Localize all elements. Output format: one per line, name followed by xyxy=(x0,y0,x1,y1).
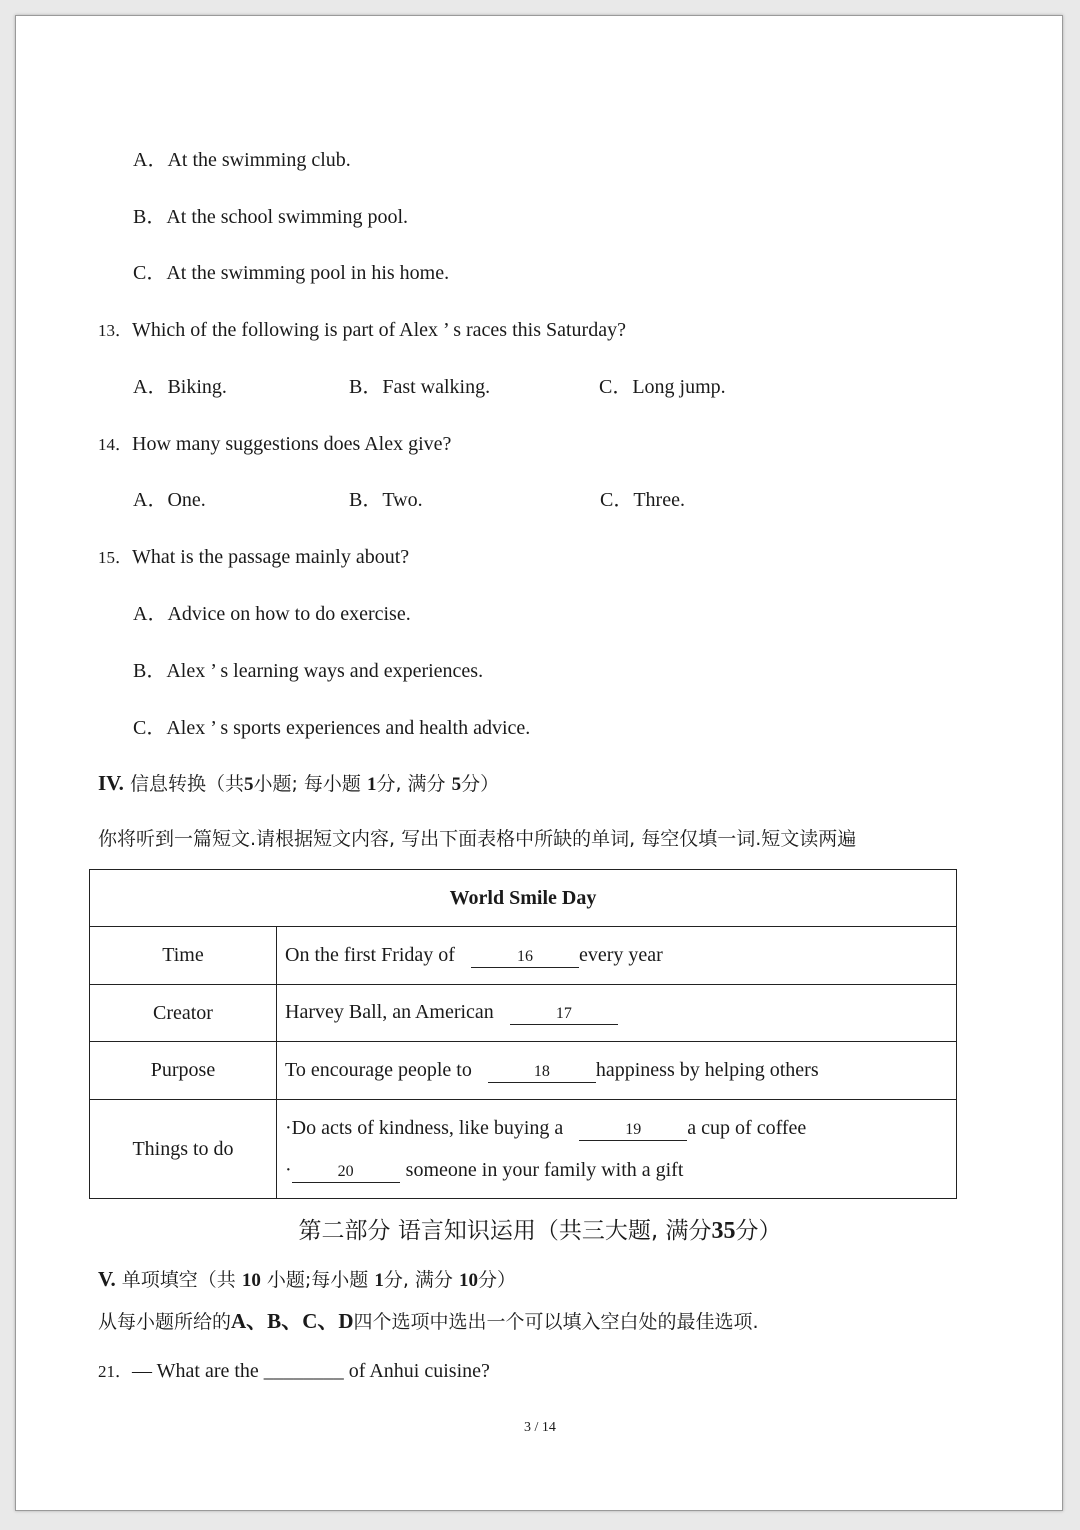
section-5-heading: V. 单项填空（共 10 小题;每小题 1分, 满分 10分） xyxy=(98,1267,516,1291)
q12-option-b[interactable]: B．At the school swimming pool. xyxy=(133,206,409,228)
section-4-heading: IV. 信息转换（共5小题; 每小题 1分, 满分 5分） xyxy=(98,771,500,795)
q15-option-b[interactable]: B．Alex ’ s learning ways and experiences. xyxy=(133,660,484,682)
q13-option-c[interactable]: C．Long jump. xyxy=(599,376,726,398)
q13-question: 13．Which of the following is part of Alex ’ s races this Saturday? xyxy=(98,319,626,341)
exam-page xyxy=(15,15,1063,1511)
q21-blank[interactable]: ________ xyxy=(263,1360,344,1382)
blank-19[interactable]: 19 xyxy=(579,1120,687,1141)
section-4-instruction: 你将听到一篇短文.请根据短文内容, 写出下面表格中所缺的单词, 每空仅填一词.短文读两遍 xyxy=(98,828,857,850)
q14-option-c[interactable]: C．Three. xyxy=(600,489,685,511)
page-number: 3 / 14 xyxy=(524,1420,556,1435)
q13-option-a[interactable]: A．Biking. xyxy=(133,376,227,398)
blank-16[interactable]: 16 xyxy=(471,947,579,968)
q14-question: 14．How many suggestions does Alex give? xyxy=(98,433,452,455)
q13-option-b[interactable]: B．Fast walking. xyxy=(349,376,491,398)
time-cell: On the first Friday of 16 every year xyxy=(277,927,957,985)
things-label: Things to do xyxy=(90,1100,277,1199)
creator-label: Creator xyxy=(90,985,277,1042)
table-row xyxy=(90,1100,957,1199)
table-row xyxy=(90,985,957,1042)
time-label: Time xyxy=(90,927,277,985)
section-5-instruction: 从每小题所给的A、B、C、D四个选项中选出一个可以填入空白处的最佳选项. xyxy=(98,1309,759,1333)
table-title-row xyxy=(90,870,957,927)
things-cell xyxy=(277,1100,957,1199)
table-row xyxy=(90,1042,957,1100)
blank-17[interactable]: 17 xyxy=(510,1004,618,1025)
blank-18[interactable]: 18 xyxy=(488,1062,596,1083)
q15-question: 15．What is the passage mainly about? xyxy=(98,546,410,568)
blank-20[interactable]: 20 xyxy=(292,1162,400,1183)
table-title: World Smile Day xyxy=(90,870,957,927)
q21-question: 21．— What are the ________ of Anhui cuisine? xyxy=(98,1360,490,1382)
q15-option-a[interactable]: A．Advice on how to do exercise. xyxy=(133,603,411,625)
info-table xyxy=(89,869,957,1199)
things-item-1: ·Do acts of kindness, like buying a 19 a cup of coffee xyxy=(285,1117,807,1139)
q14-option-a[interactable]: A．One. xyxy=(133,489,206,511)
q12-option-a[interactable]: A．At the swimming club. xyxy=(133,149,351,171)
part-2-title: 第二部分 语言知识运用（共三大题, 满分35分） xyxy=(298,1218,782,1244)
things-item-2: · 20 someone in your family with a gift xyxy=(285,1159,684,1181)
q12-option-c[interactable]: C．At the swimming pool in his home. xyxy=(133,262,450,284)
purpose-cell: To encourage people to 18 happiness by helping others xyxy=(277,1042,957,1100)
table-row xyxy=(90,927,957,985)
q15-option-c[interactable]: C．Alex ’ s sports experiences and health advice. xyxy=(133,717,531,739)
purpose-label: Purpose xyxy=(90,1042,277,1100)
creator-cell: Harvey Ball, an American 17 xyxy=(277,985,957,1042)
q14-option-b[interactable]: B．Two. xyxy=(349,489,423,511)
